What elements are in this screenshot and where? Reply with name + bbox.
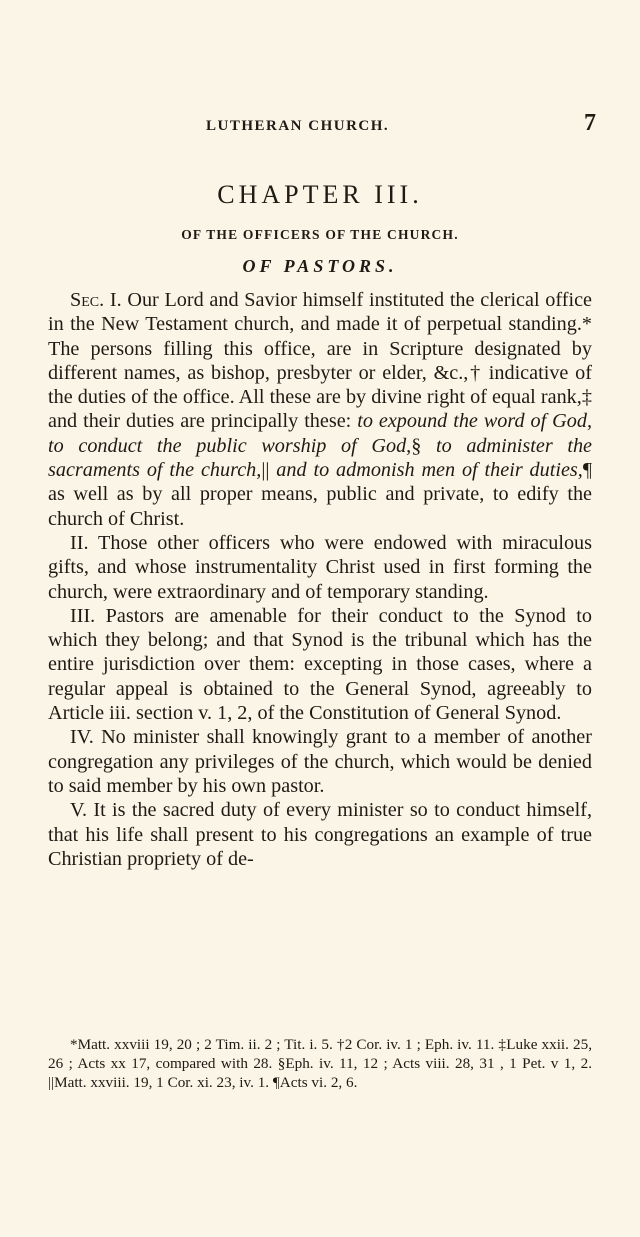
running-head bbox=[48, 112, 596, 142]
paragraph-section-1 bbox=[48, 288, 592, 531]
paragraph-section-2: II. Those other officers who were endowed with miraculous gifts, and whose instrumentality Christ used in first forming the church, were extraordinary and of temporary standing. bbox=[48, 531, 592, 603]
section-1-mark-b: || bbox=[261, 459, 277, 482]
running-title: LUTHERAN CHURCH. bbox=[206, 118, 390, 134]
footnote-text: *Matt. xxviii 19, 20 ; 2 Tim. ii. 2 ; Tit. i. 5. †2 Cor. iv. 1 ; Eph. iv. 11. ‡Luke xxii. 25, 26 ; Acts xx 17, compared with 28. §Eph. iv. 11, 12 ; Acts viii. 28, 31 , 1 Pet. v 1, 2. ||Matt. xxviii. 19, 1 Cor. xi. 23, iv. 1. ¶Acts vi. 2, 6. bbox=[48, 1036, 592, 1091]
section-1-text-b: ¶ as well as by all proper means, public and private, to edify the church of Christ. bbox=[48, 459, 592, 530]
page-number: 7 bbox=[584, 110, 596, 136]
section-1-mark-a: § bbox=[411, 434, 436, 457]
section-1-italic-b: to administer the sacraments of the church, bbox=[48, 434, 592, 482]
chapter-subtitle: OF THE OFFICERS OF THE CHURCH. bbox=[181, 227, 459, 242]
section-1-text-a: Our Lord and Savior himself instituted the clerical office in the New Testament church, and made it of perpetual standing.* The persons filling this office, are in Scripture designated by different names, as bishop, presbyter or elder, &c.,† indicative of the duties of the office. All these are by divine right of equal rank,‡ and their duties are principally these: bbox=[48, 289, 592, 433]
section-heading: OF PASTORS. bbox=[242, 256, 398, 276]
footnotes bbox=[48, 1035, 592, 1092]
paragraph-section-5: V. It is the sacred duty of every minister so to conduct himself, that his life shall present to his congregations an example of true Christian propriety of de- bbox=[48, 799, 592, 870]
paragraph-section-4: IV. No minister shall knowingly grant to a member of another congregation any privileges of the church, which would be denied to said member by his own pastor. bbox=[48, 726, 592, 797]
paragraph-section-3: III. Pastors are amenable for their conduct to the Synod to which they belong; and that Synod is the tribunal which has the entire jurisdiction over them: excepting in those cases, where a regular appeal is obtained to the General Synod, agreeably to Article iii. section v. 1, 2, of the Constitution of General Synod. bbox=[48, 604, 592, 725]
chapter-title: CHAPTER III. bbox=[217, 180, 423, 209]
section-1-italic-c: and to admonish men of their duties, bbox=[276, 459, 583, 482]
section-1-label: Sec. I. bbox=[70, 289, 122, 311]
body-text bbox=[48, 288, 592, 871]
section-1-italic-a: to expound the word of God, to conduct the public worship of God, bbox=[48, 410, 593, 457]
